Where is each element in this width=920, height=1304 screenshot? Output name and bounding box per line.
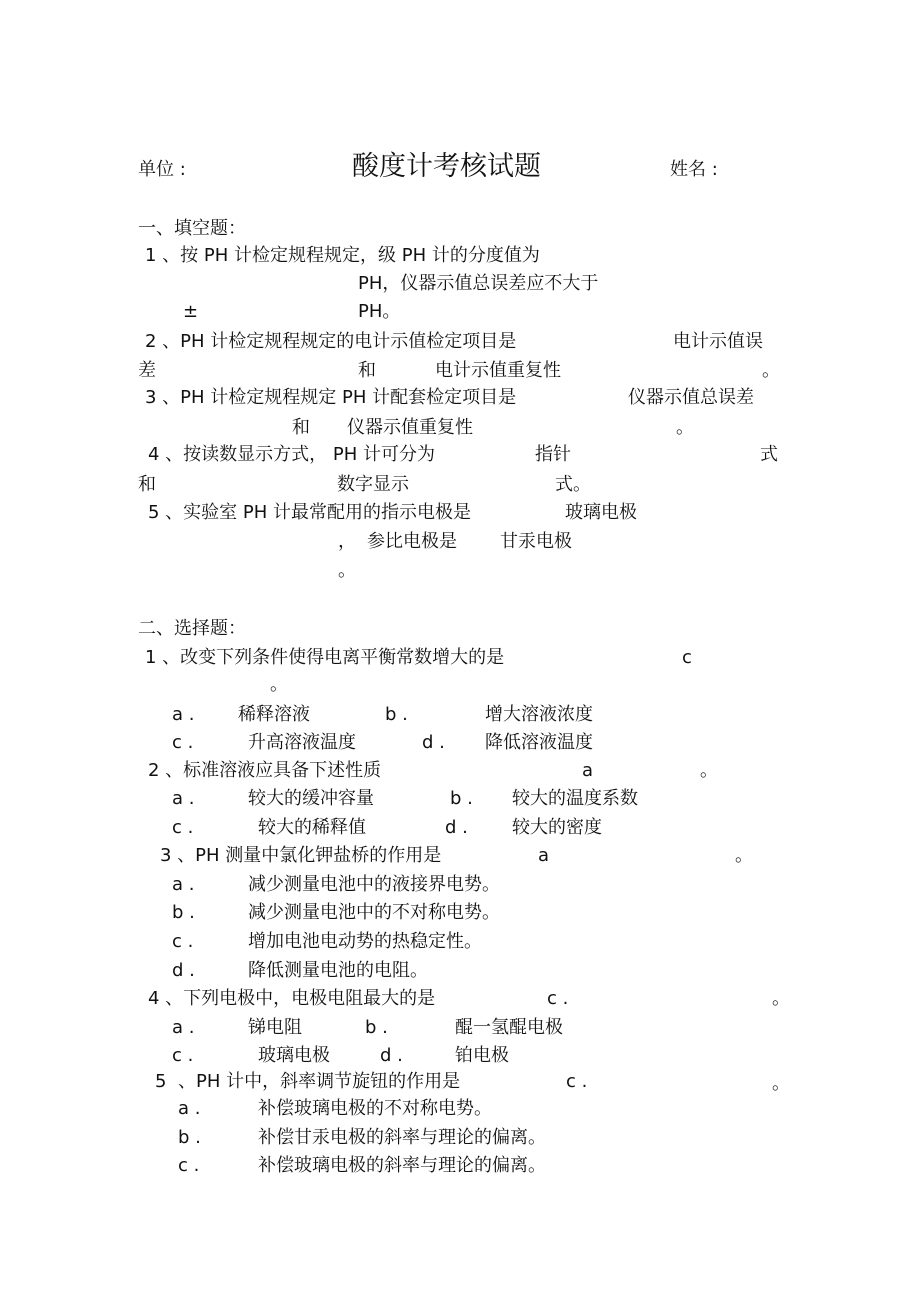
- page-title: 酸度计考核试题: [352, 151, 541, 182]
- s2-q3-c-label: c .: [172, 931, 194, 952]
- s2-q3-d-text: 降低测量电池的电阻。: [248, 960, 428, 981]
- s2-q4-b-label: b .: [365, 1017, 388, 1038]
- s2-q1-d-text: 降低溶液温度: [485, 732, 593, 753]
- s2-q1-end: 。: [270, 674, 288, 695]
- s2-q2-d-text: 较大的密度: [512, 817, 602, 838]
- s1-q5-answer1: 玻璃电极: [565, 502, 637, 523]
- s2-q4-a-label: a .: [172, 1017, 195, 1038]
- s2-q5-num: 5: [155, 1071, 167, 1092]
- s1-q3-and: 和: [292, 417, 310, 438]
- s1-q2-answer1b: 差: [138, 360, 156, 381]
- s1-q4-answer2: 数字显示: [337, 474, 409, 495]
- section2-heading: 二、选择题：: [138, 618, 246, 639]
- s2-q1-b-text: 增大溶液浓度: [485, 704, 593, 725]
- s2-q1-d-label: d .: [422, 732, 445, 753]
- s1-q4-text: 4 、按读数显示方式， PH 计可分为: [148, 444, 436, 465]
- s2-q3-end: 。: [735, 845, 753, 866]
- s1-q2-end: 。: [762, 360, 780, 381]
- s2-q2-answer: a: [582, 760, 594, 781]
- s1-q1-line3: PH。: [358, 301, 401, 322]
- s1-q2-text: 2 、PH 计检定规程规定的电计示值检定项目是: [145, 331, 517, 352]
- section1-heading: 一、填空题：: [138, 218, 246, 239]
- s2-q2-a-label: a .: [172, 788, 195, 809]
- s2-q4-end: 。: [772, 988, 790, 1009]
- s2-q1-a-label: a .: [172, 704, 195, 725]
- s1-q1-line2: PH，仪器示值总误差应不大于: [358, 273, 599, 294]
- s2-q3-answer: a: [538, 845, 550, 866]
- s1-q2-answer1a: 电计示值误: [673, 331, 763, 352]
- s2-q4-d-label: d .: [380, 1045, 403, 1066]
- s2-q1-a-text: 稀释溶液: [238, 704, 310, 725]
- s2-q5-c-text: 补偿玻璃电极的斜率与理论的偏离。: [258, 1155, 546, 1176]
- s1-q4-and: 和: [138, 474, 156, 495]
- s2-q3-b-label: b .: [172, 902, 195, 923]
- name-label: 姓名 :: [670, 159, 718, 180]
- s2-q5-a-label: a .: [178, 1098, 201, 1119]
- s1-q5-end: 。: [338, 560, 356, 581]
- s2-q3-c-text: 增加电池电动势的热稳定性。: [248, 931, 482, 952]
- s1-q1-text: 1 、按 PH 计检定规程规定，级 PH 计的分度值为: [145, 245, 540, 266]
- s1-q3-answer1: 仪器示值总误差: [628, 387, 754, 408]
- s2-q2-c-label: c .: [172, 817, 194, 838]
- s2-q2-b-text: 较大的温度系数: [512, 788, 638, 809]
- s1-q2-and: 和: [358, 360, 376, 381]
- s2-q4-d-text: 铂电极: [455, 1045, 509, 1066]
- s2-q4-c-label: c .: [172, 1045, 194, 1066]
- s2-q3-b-text: 减少测量电池中的不对称电势。: [248, 902, 500, 923]
- s1-q5-answer2: 甘汞电极: [500, 531, 572, 552]
- s2-q5-end: 。: [772, 1073, 790, 1094]
- s1-q2-answer2: 电计示值重复性: [435, 360, 561, 381]
- s2-q3-d-label: d .: [172, 960, 195, 981]
- s2-q1-text: 1 、改变下列条件使得电离平衡常数增大的是: [145, 647, 505, 668]
- s1-q4-shi1: 式: [760, 444, 778, 465]
- s1-q1-pm: ±: [183, 301, 199, 322]
- s2-q1-c-text: 升高溶液温度: [248, 732, 356, 753]
- s1-q4-shi2: 式。: [555, 474, 591, 495]
- s2-q5-text: 、PH 计中，斜率调节旋钮的作用是: [178, 1071, 461, 1092]
- s2-q2-text: 2 、标准溶液应具备下述性质: [148, 760, 382, 781]
- s2-q4-a-text: 锑电阻: [248, 1017, 302, 1038]
- s1-q5-ref-label: 参比电极是: [367, 531, 457, 552]
- s2-q3-a-label: a .: [172, 874, 195, 895]
- s2-q5-a-text: 补偿玻璃电极的不对称电势。: [258, 1098, 492, 1119]
- s2-q4-answer: c .: [547, 988, 569, 1009]
- unit-label: 单位 :: [138, 159, 186, 180]
- s1-q4-answer1: 指针: [535, 444, 571, 465]
- s2-q1-answer: c: [682, 647, 692, 668]
- s1-q3-text: 3 、PH 计检定规程规定 PH 计配套检定项目是: [145, 387, 517, 408]
- s2-q2-d-label: d .: [445, 817, 468, 838]
- s2-q1-b-label: b .: [385, 704, 408, 725]
- s2-q4-text: 4 、下列电极中，电极电阻最大的是: [148, 988, 436, 1009]
- s1-q5-text: 5 、实验室 PH 计最常配用的指示电极是: [148, 502, 472, 523]
- s1-q3-end: 。: [676, 417, 694, 438]
- s2-q3-a-text: 减少测量电池中的液接界电势。: [248, 874, 500, 895]
- s1-q3-answer2: 仪器示值重复性: [347, 417, 473, 438]
- s2-q5-b-label: b .: [178, 1127, 201, 1148]
- s2-q2-b-label: b .: [450, 788, 473, 809]
- s2-q5-answer: c .: [566, 1071, 588, 1092]
- s2-q3-text: 3 、PH 测量中氯化钾盐桥的作用是: [160, 845, 442, 866]
- s2-q1-c-label: c .: [172, 732, 194, 753]
- s2-q2-end: 。: [700, 760, 718, 781]
- s2-q2-a-text: 较大的缓冲容量: [248, 788, 374, 809]
- s2-q2-c-text: 较大的稀释值: [258, 817, 366, 838]
- s2-q4-b-text: 醌一氢醌电极: [455, 1017, 563, 1038]
- s2-q4-c-text: 玻璃电极: [258, 1045, 330, 1066]
- s2-q5-b-text: 补偿甘汞电极的斜率与理论的偏离。: [258, 1127, 546, 1148]
- s1-q5-comma: ，: [338, 531, 356, 552]
- s2-q5-c-label: c .: [178, 1155, 200, 1176]
